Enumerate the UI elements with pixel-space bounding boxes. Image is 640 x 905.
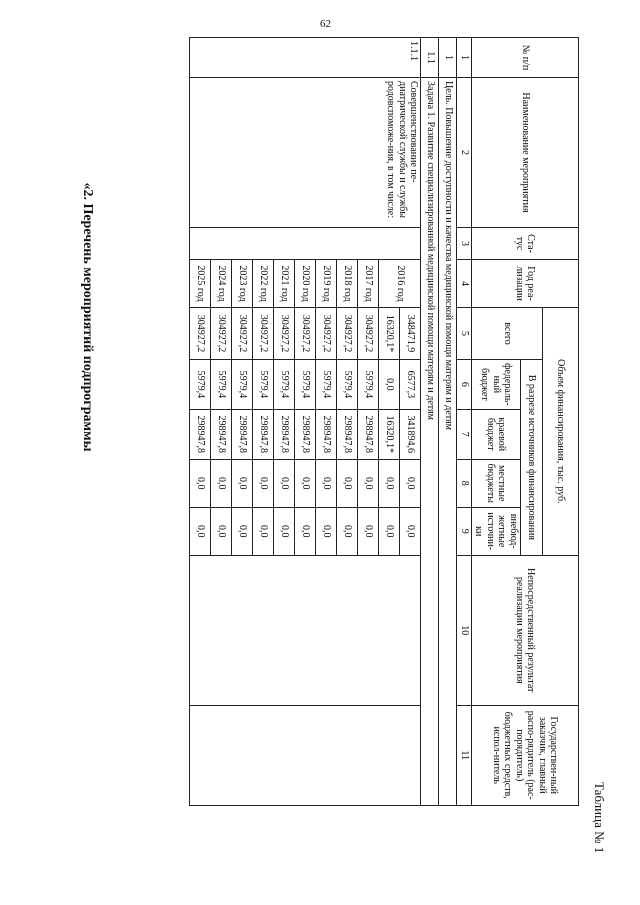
off-cell: 0,0 — [400, 507, 421, 555]
total-cell: 16320,1* — [379, 308, 400, 360]
total-cell: 348471,9 — [400, 308, 421, 360]
off-cell: 0,0 — [379, 507, 400, 555]
year-cell: 2017 год — [358, 260, 379, 308]
column-number: 2 — [457, 78, 472, 228]
activity-rows — [190, 38, 421, 806]
local-cell: 0,0 — [211, 459, 232, 507]
column-number: 6 — [457, 360, 472, 410]
activity-name: Совершенствование пе-диатрической службы и службы родовспоможе-ния, в том числе: — [190, 78, 421, 228]
local-cell: 0,0 — [379, 459, 400, 507]
year-cell: 2021 год — [274, 260, 295, 308]
task-num: 1.1 — [421, 38, 439, 78]
off-cell: 0,0 — [211, 507, 232, 555]
customer-cell — [190, 705, 421, 805]
activities-table — [190, 37, 580, 806]
goal-num: 1 — [439, 38, 457, 78]
column-number: 4 — [457, 260, 472, 308]
year-cell: 2023 год — [232, 260, 253, 308]
header-name: Наименование мероприятия — [472, 78, 579, 228]
federal-cell: 5979,4 — [253, 360, 274, 410]
local-cell: 0,0 — [190, 459, 211, 507]
total-cell: 304927,2 — [274, 308, 295, 360]
local-cell: 0,0 — [232, 459, 253, 507]
header-federal: федераль-ный бюджет — [472, 360, 521, 410]
document-title: «2. Перечень мероприятий подпрограммы — [80, 182, 95, 452]
federal-cell: 5979,4 — [211, 360, 232, 410]
local-cell: 0,0 — [400, 459, 421, 507]
federal-cell: 5979,4 — [316, 360, 337, 410]
column-number: 3 — [457, 228, 472, 260]
federal-cell: 5979,4 — [358, 360, 379, 410]
local-cell: 0,0 — [337, 459, 358, 507]
off-cell: 0,0 — [232, 507, 253, 555]
local-cell: 0,0 — [316, 459, 337, 507]
goal-text: Цель. Повышение доступности и качества медицинской помощи матерям и детям — [439, 78, 457, 806]
local-cell: 0,0 — [274, 459, 295, 507]
header-num: № п/п — [472, 38, 579, 78]
result-cell — [190, 555, 421, 705]
total-cell: 304927,2 — [190, 308, 211, 360]
column-number: 11 — [457, 705, 472, 805]
year-cell: 2016 год — [379, 260, 421, 308]
regional-cell: 298947,8 — [211, 409, 232, 459]
header-local: местные бюджеты — [472, 459, 521, 507]
year-cell: 2025 год — [190, 260, 211, 308]
regional-cell: 298947,8 — [337, 409, 358, 459]
off-cell: 0,0 — [316, 507, 337, 555]
regional-cell: 298947,8 — [316, 409, 337, 459]
column-number: 7 — [457, 409, 472, 459]
activity-num: 1.1.1 — [190, 38, 421, 78]
local-cell: 0,0 — [358, 459, 379, 507]
local-cell: 0,0 — [295, 459, 316, 507]
table-row — [400, 38, 421, 806]
federal-cell: 5979,4 — [337, 360, 358, 410]
regional-cell: 298947,8 — [358, 409, 379, 459]
regional-cell: 298947,8 — [253, 409, 274, 459]
total-cell: 304927,2 — [211, 308, 232, 360]
federal-cell: 5979,4 — [295, 360, 316, 410]
year-cell: 2022 год — [253, 260, 274, 308]
column-number: 10 — [457, 555, 472, 705]
total-cell: 304927,2 — [316, 308, 337, 360]
header-by-source: В разрезе источников финансирования — [521, 360, 543, 556]
regional-cell: 298947,8 — [274, 409, 295, 459]
activity-status — [190, 228, 421, 260]
federal-cell: 5979,4 — [190, 360, 211, 410]
federal-cell: 5979,4 — [232, 360, 253, 410]
header-offbudget: внебюд-жетные источни-ки — [472, 507, 521, 555]
off-cell: 0,0 — [295, 507, 316, 555]
header-volume: Объем финансирования, тыс. руб. — [543, 308, 579, 556]
regional-cell: 298947,8 — [295, 409, 316, 459]
page-number: 62 — [320, 18, 331, 30]
federal-cell: 0,0 — [379, 360, 400, 410]
header-year: Год реа-лизации — [472, 260, 579, 308]
table-caption: Таблица № 1 — [592, 782, 607, 854]
rotated-sheet — [80, 37, 615, 877]
total-cell: 304927,2 — [337, 308, 358, 360]
year-cell: 2024 год — [211, 260, 232, 308]
off-cell: 0,0 — [274, 507, 295, 555]
task-text: Задача 1. Развитие специализированной медицинской помощи матерям и детям — [421, 78, 439, 806]
header-result: Непосредственный результат реализации мероприятия — [472, 555, 579, 705]
off-cell: 0,0 — [190, 507, 211, 555]
year-cell: 2020 год — [295, 260, 316, 308]
total-cell: 304927,2 — [253, 308, 274, 360]
year-cell: 2019 год — [316, 260, 337, 308]
local-cell: 0,0 — [253, 459, 274, 507]
regional-cell: 341894,6 — [400, 409, 421, 459]
year-cell: 2018 год — [337, 260, 358, 308]
total-cell: 304927,2 — [295, 308, 316, 360]
column-number: 1 — [457, 38, 472, 78]
federal-cell: 5979,4 — [274, 360, 295, 410]
header-total: всего — [472, 308, 543, 360]
column-number: 5 — [457, 308, 472, 360]
regional-cell: 298947,8 — [190, 409, 211, 459]
off-cell: 0,0 — [253, 507, 274, 555]
off-cell: 0,0 — [358, 507, 379, 555]
off-cell: 0,0 — [337, 507, 358, 555]
header-customer: Государствен-ный заказчик, главный распо-рядитель (рас-порядитель) бюджетных средств, испол-нитель — [472, 705, 579, 805]
regional-cell: 16320,1* — [379, 409, 400, 459]
column-number: 9 — [457, 507, 472, 555]
federal-cell: 6577,3 — [400, 360, 421, 410]
header-status: Ста-тус — [472, 228, 579, 260]
regional-cell: 298947,8 — [232, 409, 253, 459]
total-cell: 304927,2 — [232, 308, 253, 360]
total-cell: 304927,2 — [358, 308, 379, 360]
header-regional: краевой бюджет — [472, 409, 521, 459]
column-number: 8 — [457, 459, 472, 507]
column-numbers-row — [457, 38, 472, 806]
